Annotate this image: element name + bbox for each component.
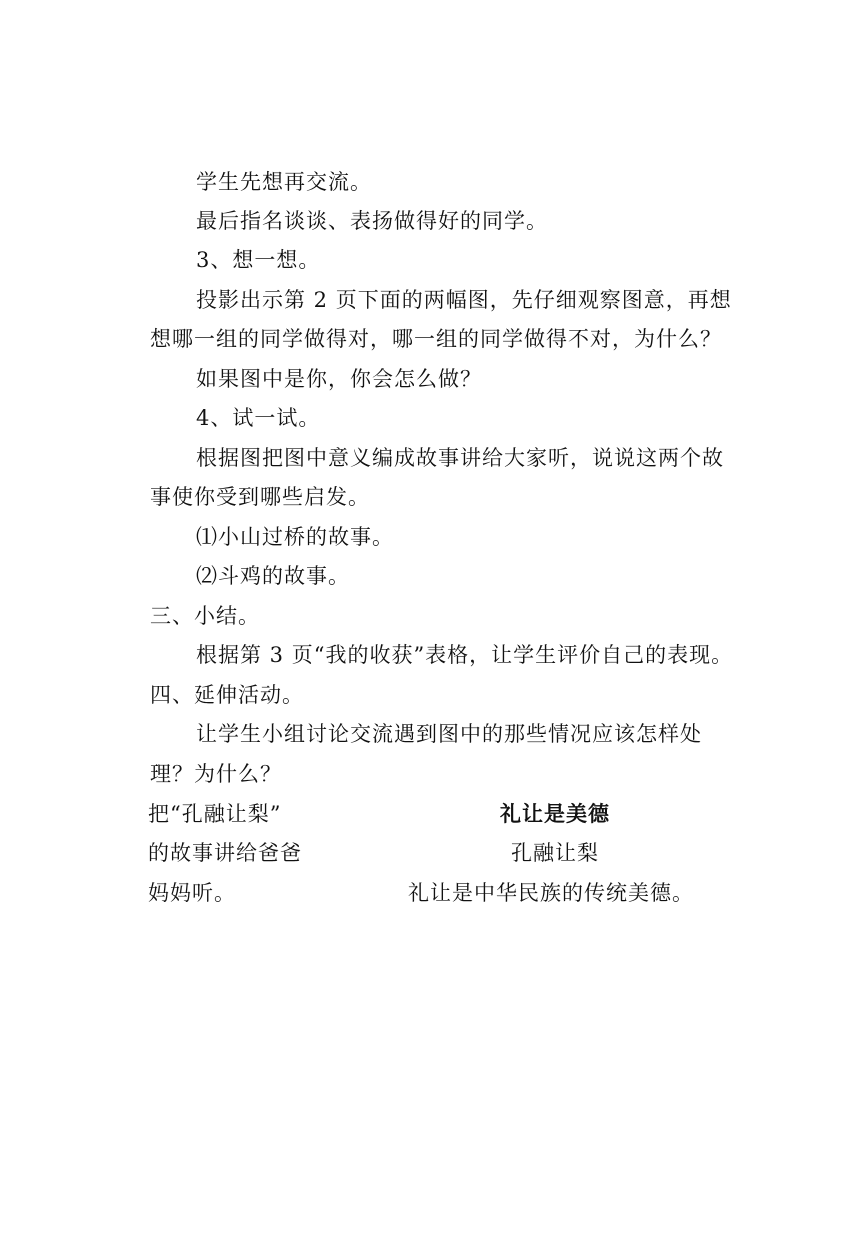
list-item: ⑴小山过桥的故事。	[196, 525, 394, 549]
left-column-line: 把“孔融让梨”	[148, 802, 282, 826]
paragraph-line: 理？为什么？	[150, 762, 282, 786]
box-title: 礼让是美德	[500, 801, 610, 826]
list-item: ⑵斗鸡的故事。	[196, 564, 350, 588]
left-column-line: 妈妈听。	[148, 881, 236, 905]
paragraph-line: 投影出示第 2 页下面的两幅图，先仔细观察图意，再想	[196, 288, 732, 312]
section-heading: 三、小结。	[150, 604, 260, 628]
paragraph-line: 根据图把图中意义编成故事讲给大家听，说说这两个故	[196, 446, 724, 470]
paragraph-line: 事使你受到哪些启发。	[150, 485, 370, 509]
paragraph-line: 学生先想再交流。	[196, 170, 372, 194]
left-column-line: 的故事讲给爸爸	[148, 841, 302, 865]
paragraph-line: 最后指名谈谈、表扬做得好的同学。	[196, 209, 548, 233]
box-subtitle: 孔融让梨	[511, 841, 599, 865]
box-sentence: 礼让是中华民族的传统美德。	[408, 881, 694, 905]
paragraph-line: 想哪一组的同学做得对，哪一组的同学做得不对，为什么？	[150, 327, 722, 351]
section-heading: 四、延伸活动。	[150, 683, 304, 707]
paragraph-line: 如果图中是你，你会怎么做？	[196, 367, 482, 391]
section-heading: 3、想一想。	[196, 248, 321, 272]
paragraph-line: 根据第 3 页“我的收获”表格，让学生评价自己的表现。	[196, 643, 734, 667]
section-heading: 4、试一试。	[196, 406, 321, 430]
paragraph-line: 让学生小组讨论交流遇到图中的那些情况应该怎样处	[196, 722, 702, 746]
